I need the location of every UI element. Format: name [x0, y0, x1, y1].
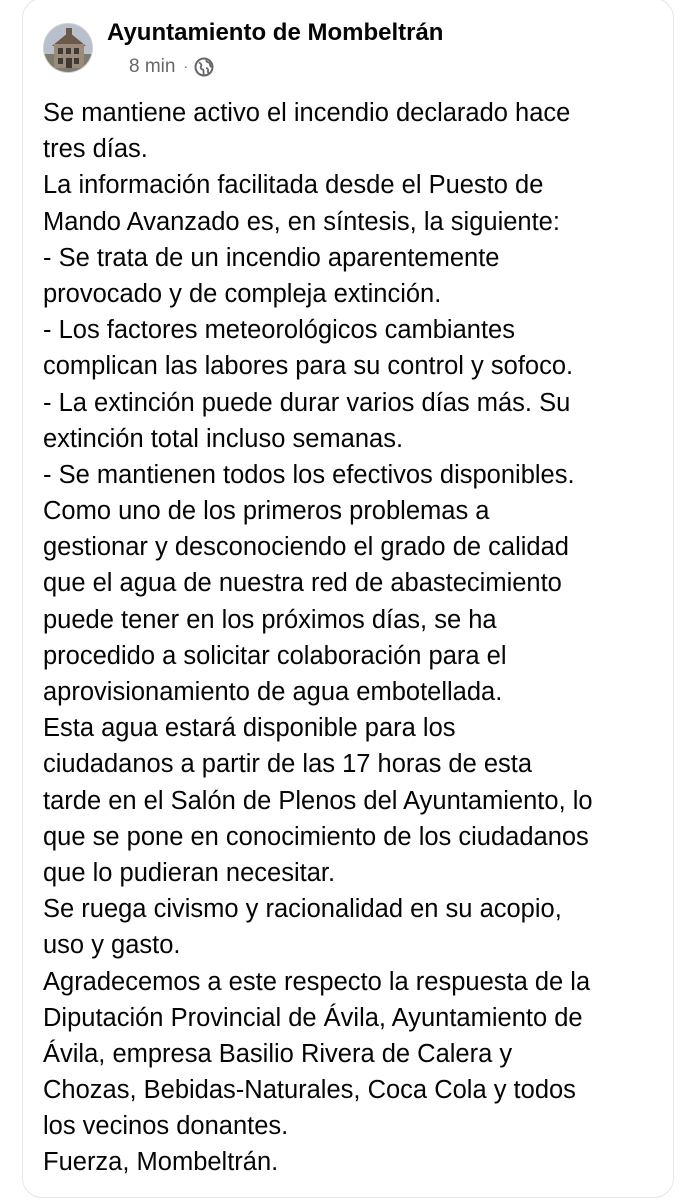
post-text-line: aprovisionamiento de agua embotellada.	[43, 678, 503, 706]
post-text-line: uso y gasto.	[43, 931, 181, 960]
post-text-line: Se ruega civismo y racionalidad en su acopio,	[43, 895, 562, 924]
post-text-line: Esta agua estará disponible para los	[43, 714, 456, 743]
globe-icon[interactable]	[194, 57, 214, 77]
post-text-line: complican las labores para su control y sofoco.	[43, 352, 574, 381]
post-text-line: Agradecemos a este respecto la respuesta de la	[43, 967, 591, 996]
building-photo-icon	[44, 24, 93, 73]
post-text-line: tarde en el Salón de Plenos del Ayuntamiento, lo	[43, 786, 593, 815]
post-text-line: - La extinción puede durar varios días más. Su	[43, 388, 571, 417]
post-text-line: - Se trata de un incendio aparentemente	[43, 243, 500, 272]
post-text	[43, 95, 659, 1181]
post-text-line: procedido a solicitar colaboración para el	[43, 641, 507, 670]
page-avatar[interactable]	[43, 23, 93, 73]
post-text-line: Mando Avanzado es, en síntesis, la siguiente:	[43, 207, 560, 236]
post-timestamp[interactable]: 8 min	[129, 56, 176, 77]
post-text-line: - Los factores meteorológicos cambiantes	[43, 316, 515, 345]
post-text-line: que lo pudieran necesitar.	[43, 858, 336, 887]
meta-separator: ·	[183, 58, 189, 74]
post-header	[43, 19, 643, 83]
post-text-line: que se pone en conocimiento de los ciudadanos	[43, 822, 589, 851]
post-text-line: los vecinos donantes.	[43, 1112, 289, 1141]
post-text-line: - Se mantienen todos los efectivos disponibles.	[43, 460, 575, 489]
post-card	[22, 0, 674, 1198]
post-text-line: Diputación Provincial de Ávila, Ayuntamiento de	[43, 1003, 583, 1032]
post-text-line: Fuerza, Mombeltrán.	[43, 1148, 279, 1177]
post-text-line: Chozas, Bebidas-Naturales, Coca Cola y todos	[43, 1076, 576, 1105]
post-text-line: La información facilitada desde el Puesto de	[43, 171, 544, 200]
post-text-line: Se mantiene activo el incendio declarado hace	[43, 99, 571, 127]
post-text-line: ciudadanos a partir de las 17 horas de esta	[43, 750, 533, 779]
post-text-line: tres días.	[43, 135, 148, 164]
page-name-link[interactable]: Ayuntamiento de Mombeltrán	[107, 19, 444, 46]
post-text-line: gestionar y desconociendo el grado de calidad	[43, 533, 569, 562]
post-text-line: provocado y de compleja extinción.	[43, 279, 442, 308]
post-text-line: Ávila, empresa Basilio Rivera de Calera y	[43, 1039, 513, 1068]
post-text-line: puede tener en los próximos días, se ha	[43, 605, 497, 634]
post-text-line: que el agua de nuestra red de abastecimiento	[43, 569, 562, 598]
post-meta	[129, 55, 214, 79]
post-text-line: Como uno de los primeros problemas a	[43, 497, 490, 526]
post-text-line: extinción total incluso semanas.	[43, 424, 404, 453]
